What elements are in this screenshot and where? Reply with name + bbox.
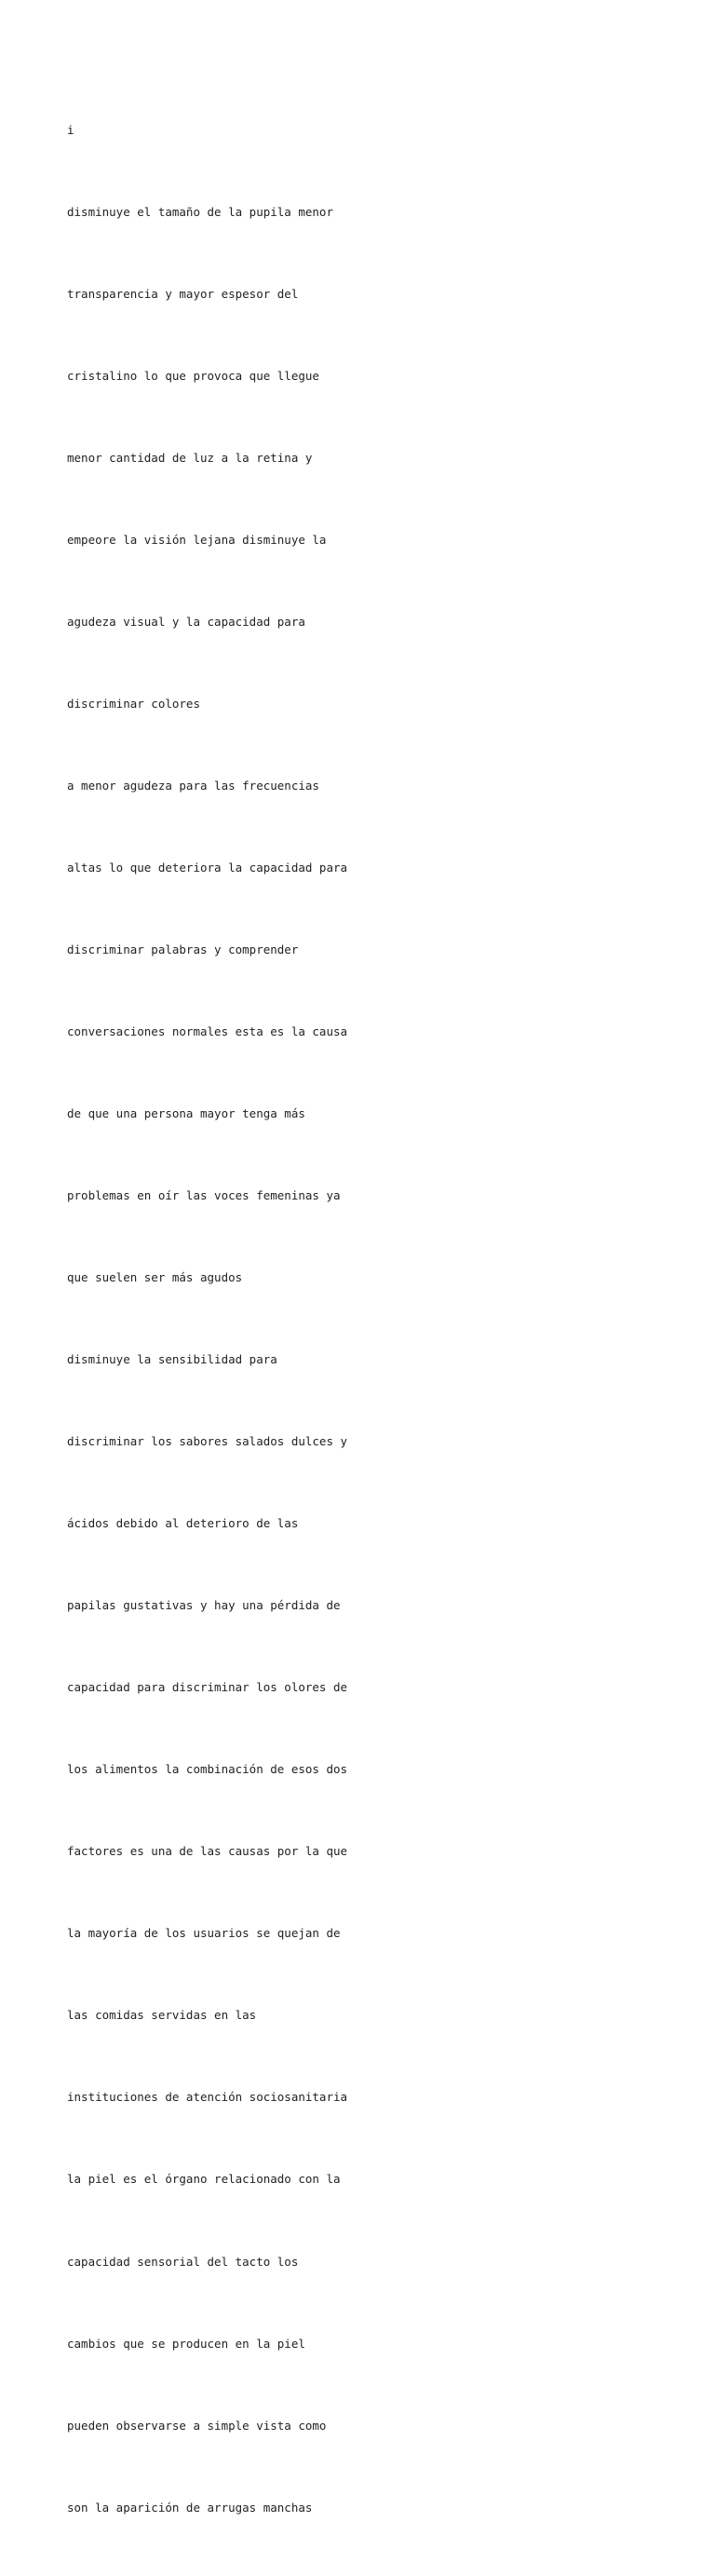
text-line: i	[67, 122, 74, 137]
text-line: la mayoría de los usuarios se quejan de	[67, 1926, 341, 1941]
text-line: a menor agudeza para las frecuencias	[67, 778, 319, 793]
text-line: son la aparición de arrugas manchas	[67, 2500, 313, 2515]
text-line: factores es una de las causas por la que	[67, 1844, 348, 1859]
text-line: problemas en oír las voces femeninas ya	[67, 1188, 341, 1203]
text-line: empeore la visión lejana disminuye la	[67, 532, 327, 547]
text-line: capacidad para discriminar los olores de	[67, 1680, 348, 1695]
text-line: ácidos debido al deterioro de las	[67, 1516, 299, 1531]
text-line: transparencia y mayor espesor del	[67, 286, 299, 301]
text-line: disminuye la sensibilidad para	[67, 1352, 277, 1367]
text-line: discriminar los sabores salados dulces y	[67, 1434, 348, 1449]
text-line: los alimentos la combinación de esos dos	[67, 1762, 348, 1777]
text-line: discriminar colores	[67, 696, 200, 711]
text-line: las comidas servidas en las	[67, 2008, 257, 2023]
text-line: instituciones de atención sociosanitaria	[67, 2090, 348, 2105]
text-line: discriminar palabras y comprender	[67, 942, 299, 956]
text-line: disminuye el tamaño de la pupila menor	[67, 204, 333, 219]
text-line: la piel es el órgano relacionado con la	[67, 2172, 341, 2187]
text-line: agudeza visual y la capacidad para	[67, 614, 305, 629]
body-text	[67, 61, 644, 2576]
text-line: cristalino lo que provoca que llegue	[67, 368, 319, 383]
text-line: que suelen ser más agudos	[67, 1270, 243, 1285]
text-line: papilas gustativas y hay una pérdida de	[67, 1598, 341, 1613]
text-line: conversaciones normales esta es la causa	[67, 1024, 348, 1039]
text-line: menor cantidad de luz a la retina y	[67, 450, 313, 465]
text-line: cambios que se producen en la piel	[67, 2336, 305, 2351]
text-line: pueden observarse a simple vista como	[67, 2418, 327, 2433]
text-line: altas lo que deteriora la capacidad para	[67, 860, 348, 874]
text-line: capacidad sensorial del tacto los	[67, 2254, 299, 2269]
text-line: de que una persona mayor tenga más	[67, 1106, 305, 1121]
